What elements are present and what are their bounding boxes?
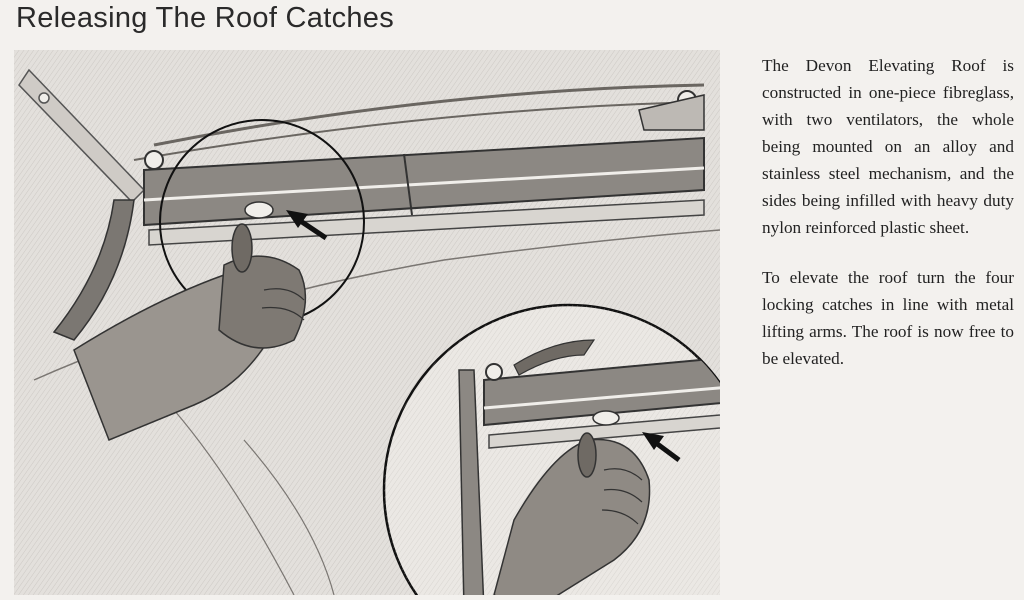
roof-catch-illustration bbox=[14, 50, 720, 595]
paragraph-instruction: To elevate the roof turn the four locking catches in line with metal lifting arms. The roof is now free to be elevated. bbox=[762, 268, 1014, 368]
page-title: Releasing The Roof Catches bbox=[16, 2, 395, 34]
body-text bbox=[762, 52, 1014, 395]
paragraph-description: The Devon Elevating Roof is constructed in one-piece fibreglass, with two ventilators, the whole being mounted on an alloy and stainless steel mechanism, and the sides being infilled with heavy duty nylon reinforced plastic sheet. bbox=[762, 56, 1014, 237]
